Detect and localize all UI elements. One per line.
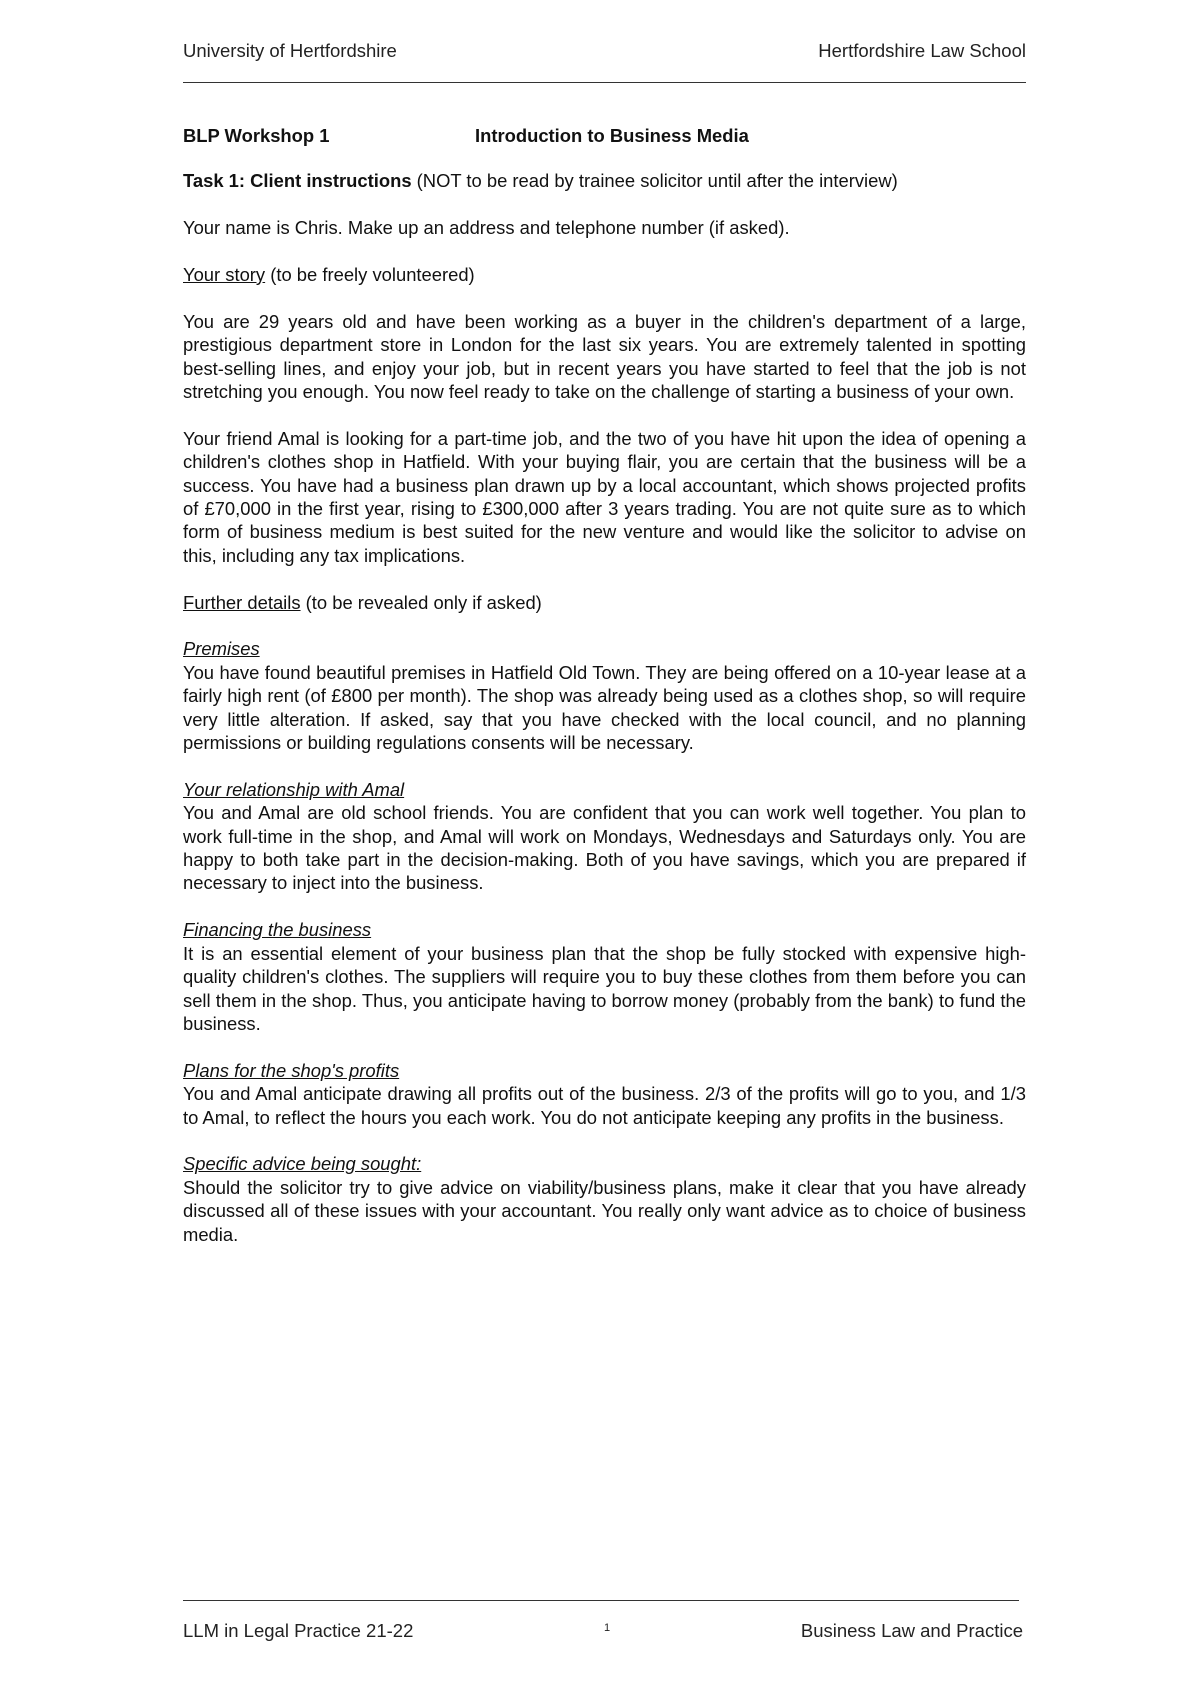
section-profits [183, 1059, 1026, 1129]
section-heading: Plans for the shop's profits [183, 1059, 400, 1081]
footer-rule [183, 1600, 1019, 1601]
header-rule [183, 82, 1026, 83]
section-text: It is an essential element of your business plan that the shop be fully stocked with expensive high-quality children's clothes. The suppliers will require you to buy these clothes from them before you can sell them in the shop. Thus, you anticipate having to borrow money (probably from the bank) to fund the business. [183, 942, 1026, 1034]
footer-course: LLM in Legal Practice 21-22 [183, 1620, 414, 1641]
header-school: Hertfordshire Law School [818, 40, 1026, 61]
footer-module: Business Law and Practice [800, 1620, 1023, 1641]
document-title [183, 124, 1026, 147]
story-heading-line [183, 263, 1026, 286]
section-heading: Premises [183, 638, 260, 660]
story-paragraph: You are 29 years old and have been working as a buyer in the children's department of a large, prestigious department store in London for the last six years. You are extremely talented in spotting best-selling lines, and enjoy your job, but in recent years you have started to feel that the job is not stretching you enough. You now feel ready to take on the challenge of starting a business of your own. [183, 310, 1026, 403]
page-number: 1 [604, 1622, 611, 1634]
task-note: (NOT to be read by trainee solicitor until after the interview) [411, 170, 898, 192]
section-heading: Your relationship with Amal [183, 778, 405, 800]
task-label: Task 1: Client instructions [183, 170, 412, 192]
page-header [183, 40, 1026, 62]
section-heading: Specific advice being sought: [183, 1153, 422, 1175]
section-heading: Financing the business [183, 919, 372, 941]
section-financing [183, 918, 1026, 1035]
further-heading: Further details [183, 591, 301, 613]
section-text: Should the solicitor try to give advice on viability/business plans, make it clear that you have already discussed all of these issues with your accountant. You really only want advice as to choice of business media. [183, 1176, 1026, 1245]
topic-title: Introduction to Business Media [475, 125, 749, 146]
further-heading-note: (to be revealed only if asked) [300, 591, 542, 613]
workshop-title: BLP Workshop 1 [183, 125, 330, 146]
task-line [183, 169, 1026, 192]
section-text: You and Amal anticipate drawing all profits out of the business. 2/3 of the profits will go to you, and 1/3 to Amal, to reflect the hours you each work. You do not anticipate keeping any profits in the business. [183, 1083, 1026, 1128]
page-footer [183, 1620, 1023, 1642]
section-text: You and Amal are old school friends. You are confident that you can work well together. You plan to work full-time in the shop, and Amal will work on Mondays, Wednesdays and Saturdays only. You are happy to both take part in the decision-making. Both of you have savings, which you are prepared if necessary to inject into the business. [183, 802, 1026, 894]
story-paragraph: Your friend Amal is looking for a part-time job, and the two of you have hit upon the idea of opening a children's clothes shop in Hatfield. With your buying flair, you are certain that the business will be a success. You have had a business plan drawn up by a local accountant, which shows projected profits of £70,000 in the first year, rising to £300,000 after 3 years trading. You are not quite sure as to which form of business medium is best suited for the new venture and would like the solicitor to advise on this, including any tax implications. [183, 427, 1026, 566]
story-heading-note: (to be freely volunteered) [265, 264, 475, 285]
further-heading-line [183, 591, 1026, 614]
intro-line: Your name is Chris. Make up an address and telephone number (if asked). [183, 217, 790, 239]
header-institution: University of Hertfordshire [183, 40, 397, 61]
story-heading: Your story [183, 264, 266, 285]
document-body [183, 124, 1026, 1269]
section-premises [183, 637, 1026, 754]
section-relationship [183, 778, 1026, 895]
section-advice [183, 1152, 1026, 1246]
section-text: You have found beautiful premises in Hatfield Old Town. They are being offered on a 10-year lease at a fairly high rent (of £800 per month). The shop was already being used as a clothes shop, so will require very little alteration. If asked, say that you have checked with the local council, and no planning permissions or building regulations consents will be necessary. [183, 661, 1026, 754]
